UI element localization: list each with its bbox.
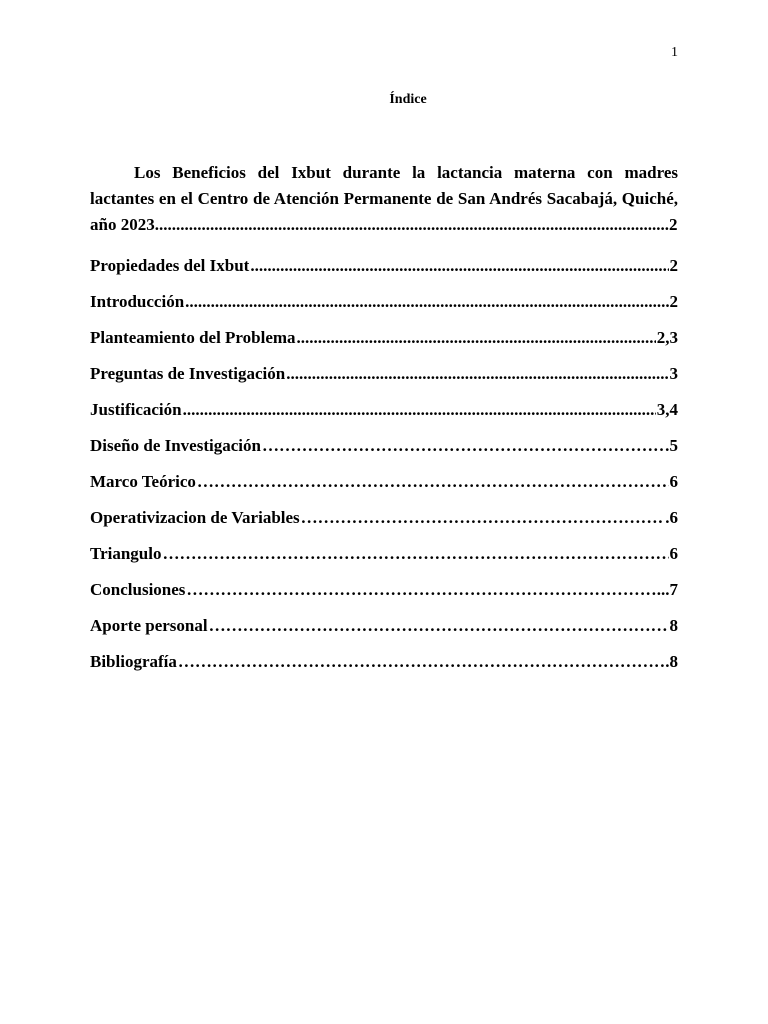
toc-leader	[197, 464, 669, 500]
toc-entry	[90, 572, 678, 608]
toc-leader	[183, 392, 656, 428]
toc-entry	[90, 392, 678, 428]
toc-leader	[301, 500, 665, 536]
toc-leader	[297, 320, 656, 356]
toc-leader	[250, 248, 668, 284]
toc-leader	[186, 572, 655, 608]
index-title: Índice	[389, 92, 427, 107]
toc-entry-pages: 6	[669, 544, 678, 563]
toc-entry-label: Conclusiones	[90, 580, 186, 599]
toc-entry	[90, 356, 678, 392]
toc-entry-pages: .8	[665, 652, 678, 671]
toc-entry	[90, 428, 678, 464]
toc-entry	[90, 248, 678, 284]
toc-entry-label: Introducción	[90, 292, 185, 311]
toc-entry-label: Operativizacion de Variables	[90, 508, 300, 527]
toc-entry-label: Planteamiento del Problema	[90, 328, 296, 347]
toc-entry-main-title	[90, 160, 678, 238]
toc-entry-label: Los Beneficios del Ixbut durante la lactancia materna con madres lactantes en el Centro de Atención Permanente de San Andrés Sacabajá, Quiché, año 2023.	[90, 163, 678, 234]
toc-entry	[90, 500, 678, 536]
toc-entry-label: Justificación	[90, 400, 182, 419]
toc-entry-label: Bibliografía	[90, 652, 177, 671]
toc-leader	[162, 536, 668, 572]
toc-entry-pages: 8	[669, 616, 678, 635]
toc-leader	[209, 608, 669, 644]
toc-entry	[90, 320, 678, 356]
toc-entry-pages: 5	[669, 436, 678, 455]
toc-entry-label: Preguntas de Investigación	[90, 364, 286, 383]
toc-entry-pages: 2	[669, 256, 678, 275]
toc-entry-label: Diseño de Investigación	[90, 436, 261, 455]
toc-entry	[90, 608, 678, 644]
toc-entry-pages: 2	[669, 292, 678, 311]
toc-entry	[90, 464, 678, 500]
toc-entry-label: Triangulo	[90, 544, 162, 563]
toc-entry-label: Marco Teórico	[90, 472, 196, 491]
page-number: 1	[671, 45, 678, 60]
toc-entry-pages: .6	[665, 508, 678, 527]
table-of-contents	[90, 160, 678, 680]
toc-entry-pages: 6	[669, 472, 678, 491]
toc-leader	[262, 428, 669, 464]
toc-leader	[185, 284, 668, 320]
toc-entry-label: Propiedades del Ixbut	[90, 256, 250, 275]
toc-entry	[90, 284, 678, 320]
toc-entry-pages: 2	[668, 215, 678, 234]
toc-entry-pages: 3,4	[656, 400, 678, 419]
toc-entry-label: Aporte personal	[90, 616, 208, 635]
toc-entry-pages: ...7	[656, 580, 678, 599]
toc-leader	[178, 644, 664, 680]
toc-leader: ........................................................................................................................	[158, 215, 669, 234]
toc-leader	[286, 356, 668, 392]
toc-entry	[90, 644, 678, 680]
toc-entry-pages: 2,3	[656, 328, 678, 347]
toc-entry-pages: 3	[669, 364, 678, 383]
toc-entry	[90, 536, 678, 572]
